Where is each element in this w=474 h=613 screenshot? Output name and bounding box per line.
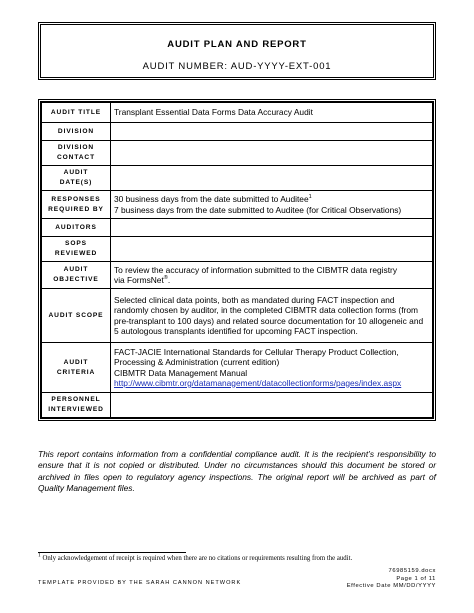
audit-info-table-frame — [38, 99, 436, 421]
footer-template-credit: TEMPLATE PROVIDED BY THE SARAH CANNON NETWORK — [38, 580, 242, 586]
criteria-label-1: AUDIT — [63, 358, 89, 366]
footnote-mark: 1 — [38, 552, 41, 559]
report-header-box — [38, 22, 436, 80]
row-audit-dates — [42, 166, 433, 191]
division-value — [111, 123, 433, 141]
footer-doc-info — [347, 568, 436, 591]
registered-mark: ® — [163, 275, 168, 282]
responses-value — [111, 191, 433, 219]
footnote-text: Only acknowledgement of receipt is required when there are no citations or requirements resulting from the audit. — [42, 555, 353, 562]
division-contact-label-2: CONTACT — [56, 154, 96, 161]
row-audit-title — [42, 103, 433, 123]
footnote-reference: 1 — [308, 194, 312, 201]
audit-objective-value — [111, 262, 433, 289]
auditors-label: AUDITORS — [42, 219, 111, 237]
footnote — [38, 552, 353, 562]
row-audit-criteria — [42, 343, 433, 393]
personnel-interviewed-label — [42, 393, 111, 418]
division-contact-value — [111, 141, 433, 166]
sops-label-2: REVIEWED — [54, 250, 98, 257]
audit-number: AUDIT NUMBER: AUD-YYYY-EXT-001 — [142, 61, 332, 72]
audit-info-table — [41, 102, 433, 418]
personnel-label-2: INTERVIEWED — [48, 406, 104, 413]
objective-line-2: via FormsNet — [114, 275, 164, 285]
audit-criteria-label — [42, 343, 111, 393]
audit-dates-label-2: DATE(S) — [59, 179, 93, 186]
responses-label-1: RESPONSES — [51, 195, 101, 203]
audit-dates-label-1: AUDIT — [63, 169, 89, 176]
row-division-contact — [42, 141, 433, 166]
objective-line-1: To review the accuracy of information submitted to the CIBMTR data registry — [114, 264, 398, 275]
row-personnel-interviewed — [42, 393, 433, 418]
row-division — [42, 123, 433, 141]
audit-dates-label — [42, 166, 111, 191]
sops-reviewed-value — [111, 237, 433, 262]
row-auditors — [42, 219, 433, 237]
objective-label-2: OBJECTIVE — [53, 276, 99, 283]
criteria-line-1: FACT-JACIE International Standards for Cellular Therapy Product Collection, Processing & Administration (current edition) — [114, 346, 399, 368]
row-audit-scope — [42, 289, 433, 343]
division-label: DIVISION — [42, 123, 111, 141]
objective-line-2-end: . — [167, 275, 171, 285]
row-sops-reviewed — [42, 237, 433, 262]
responses-label — [42, 191, 111, 219]
audit-title-label: AUDIT TITLE — [42, 103, 111, 123]
audit-title-value: Transplant Essential Data Forms Data Accuracy Audit — [111, 103, 433, 123]
objective-label-1: AUDIT — [63, 266, 89, 273]
sops-reviewed-label — [42, 237, 111, 262]
personnel-label-1: PERSONNEL — [51, 396, 101, 403]
sops-label-1: SOPS — [65, 240, 87, 247]
audit-scope-value: Selected clinical data points, both as mandated during FACT inspection and randomly chosen by auditor, in the completed CIBMTR data collection forms (from pre-transplant to 100 days) and related source documentation for 10 allogeneic and 5 autologous transplants identified for upcoming FACT inspection. — [111, 289, 433, 343]
audit-objective-label — [42, 262, 111, 289]
footnote-separator — [38, 552, 186, 553]
personnel-interviewed-value — [111, 393, 433, 418]
footer-page-number: Page 1 of 11 — [396, 575, 436, 582]
audit-criteria-value — [111, 343, 433, 393]
audit-scope-label: AUDIT SCOPE — [42, 289, 111, 343]
cibmtr-manual-link[interactable]: http://www.cibmtr.org/datamanagement/datacollectionforms/pages/index.aspx — [114, 377, 402, 388]
responses-line-1: 30 business days from the date submitted to Auditee — [114, 194, 309, 205]
footer-effective-date: Effective Date MM/DD/YYYY — [346, 583, 436, 590]
division-contact-label — [42, 141, 111, 166]
audit-dates-value — [111, 166, 433, 191]
criteria-label-2: CRITERIA — [56, 368, 96, 376]
criteria-line-2: CIBMTR Data Management Manual — [114, 367, 248, 378]
responses-line-2: 7 business days from the date submitted to Auditee (for Critical Observations) — [114, 204, 402, 215]
confidentiality-notice: This report contains information from a confidential compliance audit. It is the recipient’s responsibility to ensure that it is not copied or distributed. Under no circumstances should this document be stored or archived in files open to regulatory agency inspections. The original report will be archived as part of Quality Management files. — [38, 449, 436, 494]
row-responses-required-by — [42, 191, 433, 219]
row-audit-objective — [42, 262, 433, 289]
footer-doc-id: 76985159.docx — [388, 568, 436, 574]
report-title: AUDIT PLAN AND REPORT — [167, 39, 307, 50]
division-contact-label-1: DIVISION — [57, 144, 95, 151]
auditors-value — [111, 219, 433, 237]
responses-label-2: REQUIRED BY — [48, 205, 104, 213]
